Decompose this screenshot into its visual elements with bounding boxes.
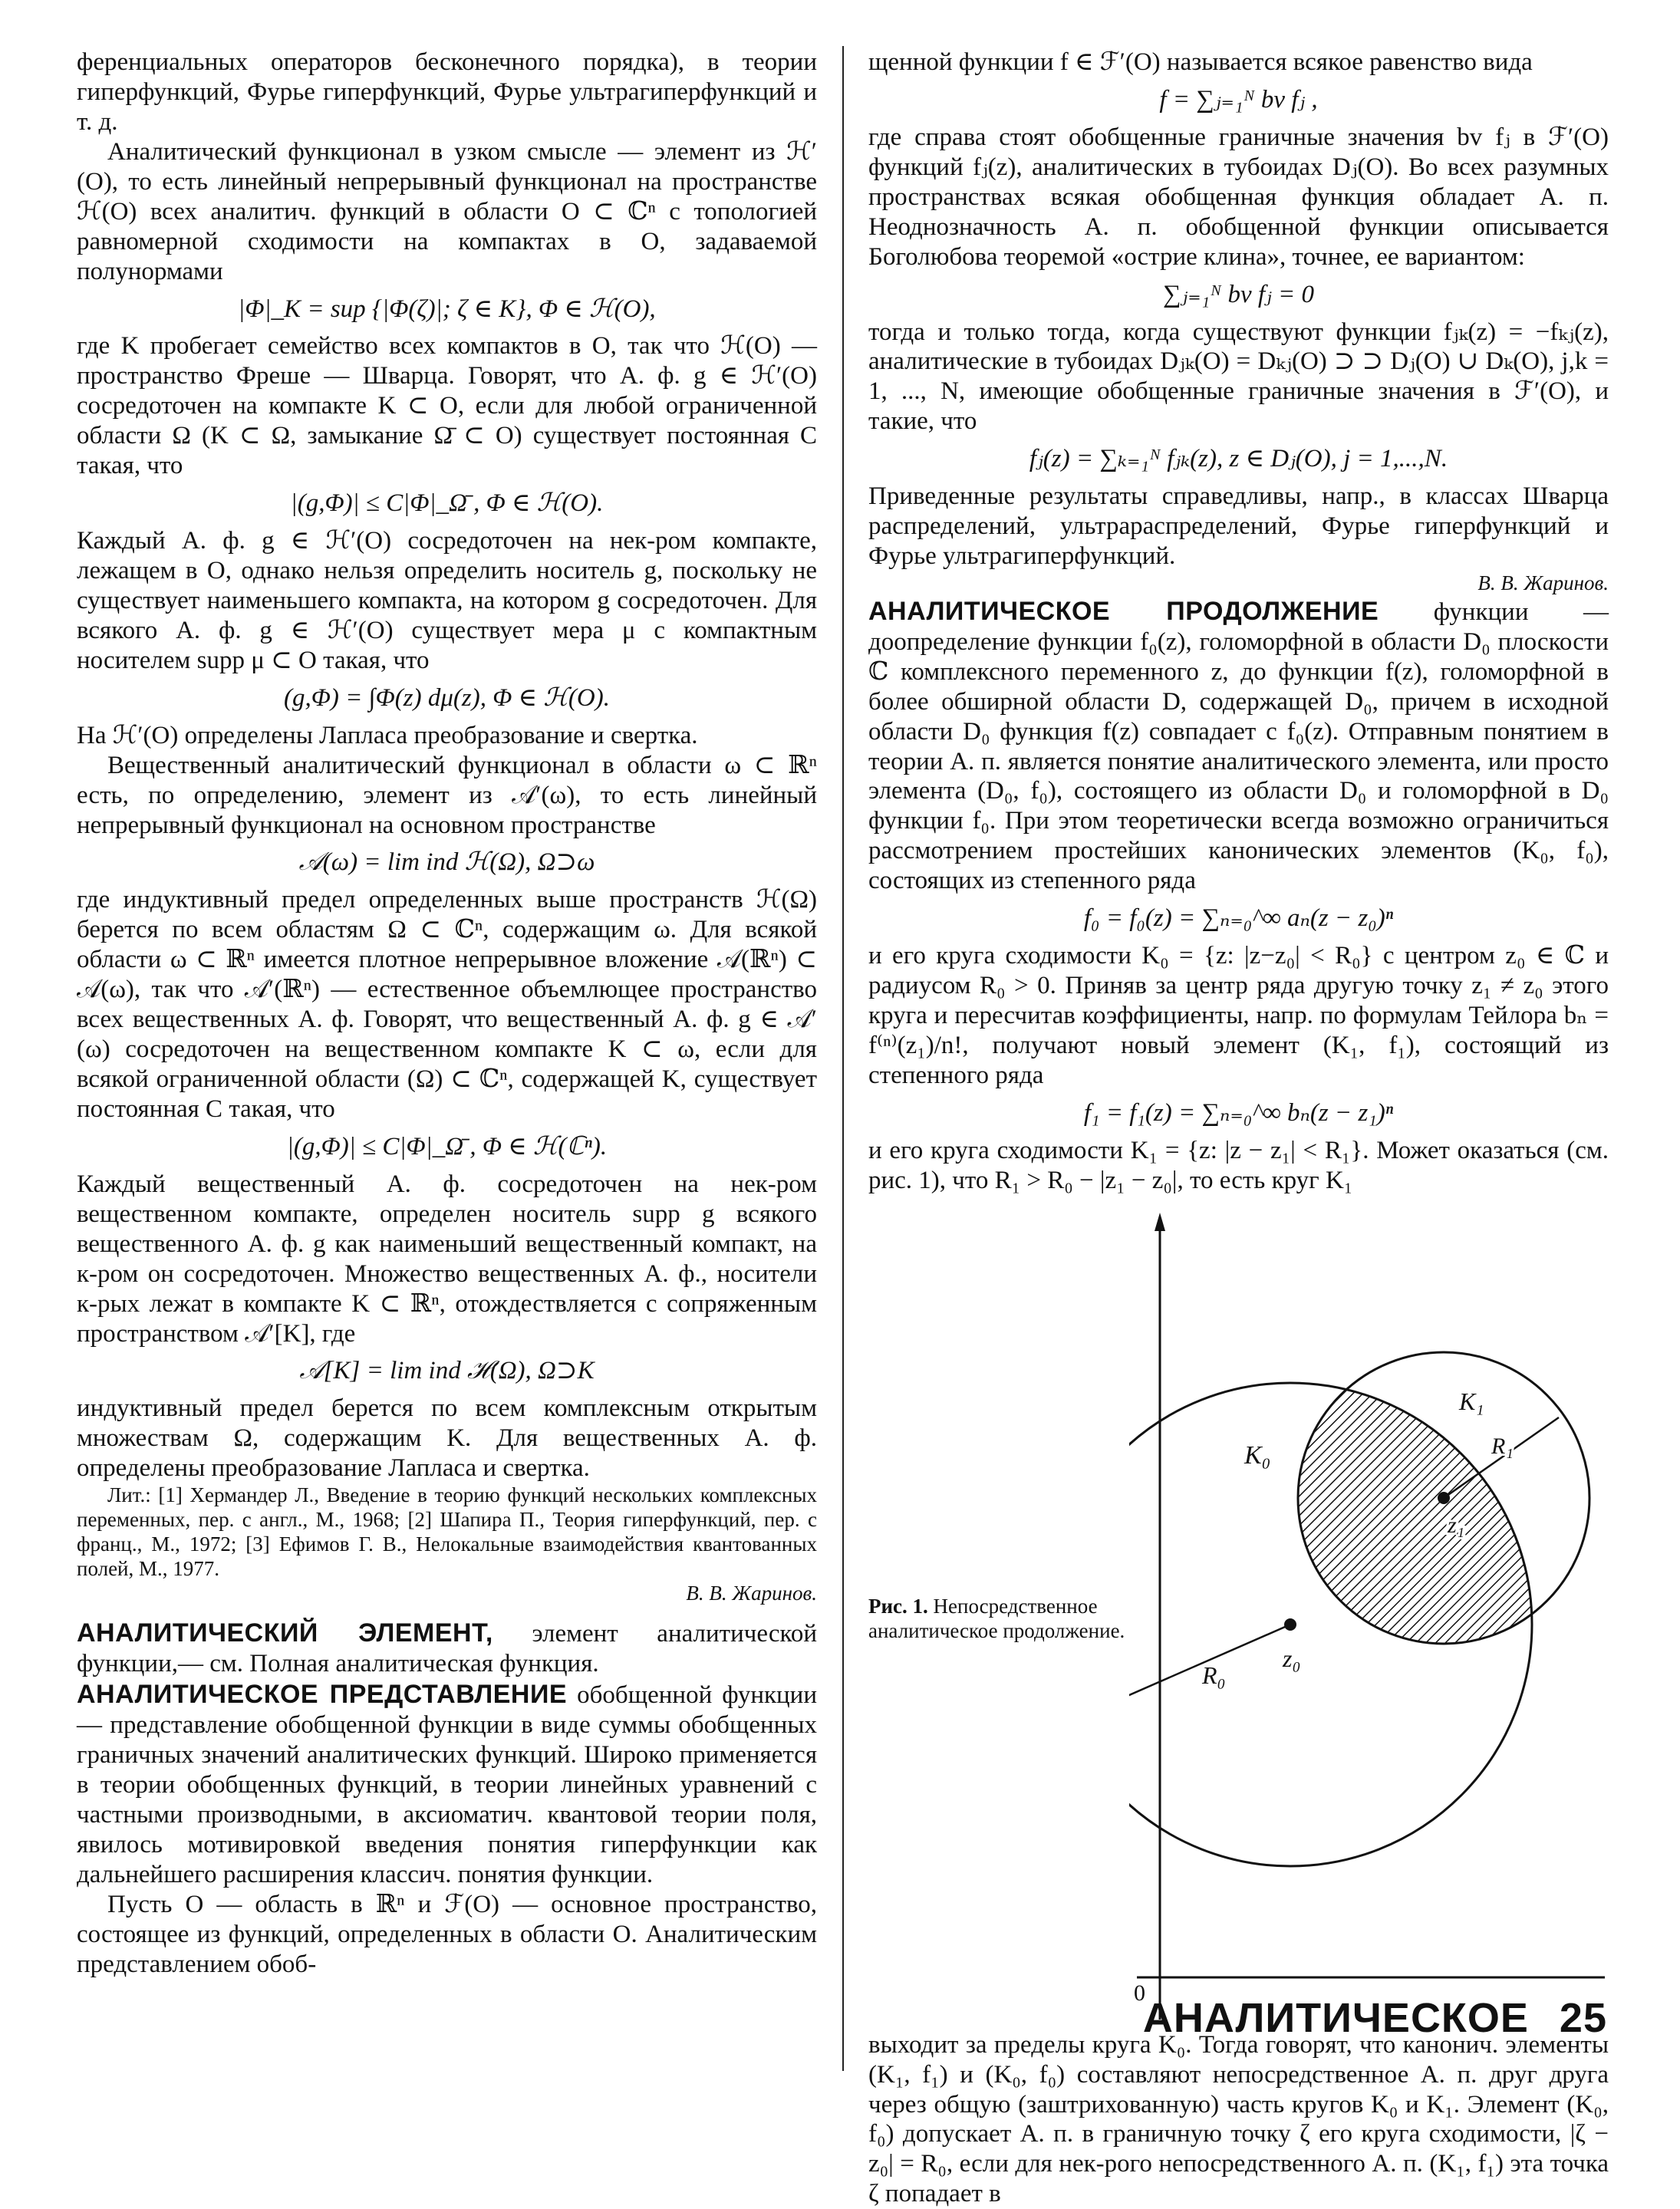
entry-analytic-representation [77,1679,817,1890]
formula-compact-space: 𝒜[K] = lim ind ℋ(Ω), Ω⊃K [299,1357,595,1385]
entry-heading: АНАЛИТИЧЕСКИЙ ЭЛЕМЕНТ, [77,1618,493,1648]
caption-text: Непосредственное аналитическое продолжение. [868,1594,1125,1643]
entry-heading: АНАЛИТИЧЕСКОЕ ПРЕДСТАВЛЕНИЕ [77,1680,568,1710]
page-number: 25 [1559,1995,1607,2041]
label-origin: 0 [1134,1980,1145,2006]
paragraph: где K пробегает семейство всех компактов в O, так что ℋ(O) — пространство Фреше — Шварца. Говорят, что А. ф. g ∈ ℋ′(O) сосредоточен на компакте K ⊂ O, если для любой ограниченной области Ω (K ⊂ Ω, замыкание Ω̄ ⊂ O) существует постоянная C такая, что [77,332,817,480]
right-column [868,48,1609,2209]
paragraph: ференциальных операторов бесконечного порядка), в теории гиперфункций, Фурье гиперфункций, Фурье ультрагиперфункций и т. д. [77,48,817,136]
formula-estimate: |(g,Φ)| ≤ C|Φ|_Ω̄ , Φ ∈ ℋ(O). [290,489,604,518]
entry-analytic-element [77,1618,817,1679]
entry-heading: АНАЛИТИЧЕСКОЕ ПРОДОЛЖЕНИЕ [868,596,1379,626]
figure-diagram [1129,1207,1605,2020]
formula-measure: (g,Φ) = ∫Φ(z) dμ(z), Φ ∈ ℋ(O). [284,683,610,712]
formula-decomposition: fⱼ(z) = ∑ₖ₌₁ᴺ fⱼₖ(z), z ∈ Dⱼ(O), j = 1,...,N. [1029,445,1448,473]
entry-analytic-continuation [868,596,1609,896]
entry-text: элемент аналитической функции,— см. Полная аналитическая функция. [77,1620,817,1678]
paragraph-analytic-functional: Аналитический функционал в узком смысле — элемент из ℋ′(O), то есть линейный непрерывный функционал на пространстве ℋ(O) всех аналитич. функций в области O ⊂ ℂⁿ с топологией равномерной сходимости на компактах в O, задаваемой полунормами [77,137,817,285]
figure-1 [868,1207,1609,2020]
formula-seminorm: |Φ|_K = sup {|Φ(ζ)|; ζ ∈ K}, Φ ∈ ℋ(O), [238,295,656,323]
formula-series-f1: f₁ = f₁(z) = ∑ₙ₌₀^∞ bₙ(z − z₁)ⁿ [1083,1098,1394,1127]
paragraph: Каждый вещественный А. ф. сосредоточен на нек-ром вещественном компакте, определен носитель supp g всякого вещественного А. ф. g как наименьший вещественный компакт, на к-ром он сосредоточен. Множество вещественных А. ф., носители к-рых лежат в компакте K ⊂ ℝⁿ, отождествляется с сопряженным пространством 𝒜′[K], где [77,1170,817,1348]
paragraph: и его круга сходимости K₁ = {z: |z − z₁| < R₁}. Может оказаться (см. рис. 1), что R₁ > R₀ − |z₁ − z₀|, то есть круг K₁ [868,1136,1609,1194]
author-signature: В. В. Жаринов. [1477,571,1609,594]
caption-label: Рис. 1. [868,1594,928,1618]
paragraph: щенной функции f ∈ ℱ′(O) называется всякое равенство вида [868,48,1533,76]
formula-zero-sum: ∑ⱼ₌₁ᴺ bv fⱼ = 0 [1162,280,1315,308]
entry-text: обобщенной функции — представление обобщенной функции в виде суммы обобщенных граничных значений аналитических функций. Широко применяется в теории обобщенных функций, в теории линейных уравнений с частными производными, в аксиоматич. квантовой теории поля, явилось мотивировкой введения понятия гиперфункции как дальнейшего расширения классич. понятия функции. [77,1681,817,1888]
label-r0: R₀ [1202,1661,1226,1689]
label-z1: z₁ [1448,1512,1465,1538]
formula-estimate-real: |(g,Φ)| ≤ C|Φ|_Ω̄ , Φ ∈ ℋ(ℂⁿ). [286,1132,608,1160]
entry-text: функции — доопределение функции f₀(z), голоморфной в области D₀ плоскости ℂ комплексного переменного z, до функции f(z), голоморфной в более обширной области D, содержащей D₀, причем в исходной области D₀ функция f(z) совпадает с f₀(z). Отправным понятием в теории А. п. является понятие аналитического элемента, или просто элемента (D₀, f₀), состоящего из области D₀ и голоморфной в D₀ функции f₀. При этом теоретически всегда возможно ограничиться рассмотрением простейших канонических элементов (K₀, f₀), состоящих из степенного ряда [868,598,1609,895]
running-footer [1143,1994,1607,2043]
formula-inductive-limit: 𝒜(ω) = lim ind ℋ(Ω), Ω⊃ω [298,848,595,877]
literature: Лит.: [1] Хермандер Л., Введение в теорию функций нескольких комплексных переменных, пер. с англ., М., 1968; [2] Шапира П., Теория гиперфункций, пер. с франц., М., 1972; [3] Ефимов Г. В., Нелокальные взаимодействия квантованных полей, М., 1977. [77,1483,817,1580]
paragraph: и его круга сходимости K₀ = {z: |z−z₀| < R₀} с центром z₀ ∈ ℂ и радиусом R₀ > 0. Приняв за центр ряда другую точку z₁ ≠ z₀ этого круга и пересчитав коэффициенты, напр. по формулам Тейлора bₙ = f⁽ⁿ⁾(z₁)/n!, получают новый элемент (K₁, f₁), состоящий из степенного ряда [868,942,1609,1089]
label-z0: z₀ [1283,1644,1301,1672]
label-k0: K₀ [1244,1440,1271,1470]
running-title: АНАЛИТИЧЕСКОЕ [1142,1995,1529,2041]
paragraph: Каждый А. ф. g ∈ ℋ′(O) сосредоточен на нек-ром компакте, лежащем в O, однако нельзя определить носитель g, поскольку не существует наименьшего компакта, на котором g сосредоточен. Для всякого А. ф. g ∈ ℋ′(O) существует мера μ с компактным носителем supp μ ⊂ O такая, что [77,527,817,674]
paragraph: Приведенные результаты справедливы, напр., в классах Шварца распределений, ультрараспределений, Фурье гиперфункций и Фурье ультрагиперфункций. [868,482,1609,571]
y-axis-arrow [1155,1213,1165,1231]
center-z0 [1284,1618,1296,1631]
column-divider [842,46,844,2071]
paragraph: выходит за пределы круга K₀. Тогда говорят, что канонич. элементы (K₁, f₁) и (K₀, f₀) составляют непосредственное А. п. друг друга через общую (заштрихованную) часть кругов K₀ и K₁. Элемент (K₀, f₀) допускает А. п. в граничную точку ζ его круга сходимости, |ζ − z₀| = R₀, если для нек-рого непосредственного А. п. (K₁, f₁) эта точка ζ попадает в [868,2030,1609,2208]
label-r1: R₁ [1491,1433,1514,1459]
paragraph: где справа стоят обобщенные граничные значения bv fⱼ в ℱ′(O) функций fⱼ(z), аналитических в тубоидах Dⱼ(O). Во всех разумных пространствах всякая обобщенная функция обладает А. п. Неоднозначность А. п. обобщенной функции описывается Боголюбова теоремой «острие клина», точнее, ее вариантом: [868,123,1609,271]
label-k1: K₁ [1459,1387,1484,1415]
figure-caption [868,1594,1160,1644]
left-column [77,48,817,1980]
paragraph-real-functional: Вещественный аналитический функционал в области ω ⊂ ℝⁿ есть, по определению, элемент из 𝒜′(ω), то есть линейный непрерывный функционал на основном пространстве [77,751,817,839]
paragraph: индуктивный предел берется по всем комплексным открытым множествам Ω, содержащим K. Для вещественных А. ф. определены преобразование Лапласа и свертка. [77,1394,817,1483]
paragraph: тогда и только тогда, когда существуют функции fⱼₖ(z) = −fₖⱼ(z), аналитические в тубоидах Dⱼₖ(O) = Dₖⱼ(O) ⊃ ⊃ Dⱼ(O) ∪ Dₖ(O), j,k = 1, ..., N, имеющие обобщенные граничные значения в ℱ′(O), и такие, что [868,318,1609,436]
formula-representation: f = ∑ⱼ₌₁ᴺ bv fⱼ , [1159,85,1318,114]
paragraph: где индуктивный предел определенных выше пространств ℋ(Ω) берется по всем областям Ω ⊂ ℂⁿ, содержащим ω. Для всякой области ω ⊂ ℝⁿ имеется плотное непрерывное вложение 𝒜(ℝⁿ) ⊂ 𝒜(ω), так что 𝒜′(ℝⁿ) — естественное объемлющее пространство всех вещественных А. ф. Говорят, что вещественный А. ф. g ∈ 𝒜′(ω) сосредоточен на вещественном компакте K ⊂ ω, если для всякой ограниченной области (Ω) ⊂ ℂⁿ, содержащей K, существует постоянная C такая, что [77,886,817,1123]
formula-series-f0: f₀ = f₀(z) = ∑ₙ₌₀^∞ aₙ(z − z₀)ⁿ [1083,904,1394,933]
author-signature: В. В. Жаринов. [686,1581,817,1605]
paragraph: На ℋ′(O) определены Лапласа преобразование и свертка. [77,721,698,749]
paragraph: Пусть O — область в ℝⁿ и ℱ(O) — основное пространство, состоящее из функций, определенных в области O. Аналитическим представлением обоб- [77,1890,817,1978]
center-z1 [1438,1492,1450,1504]
